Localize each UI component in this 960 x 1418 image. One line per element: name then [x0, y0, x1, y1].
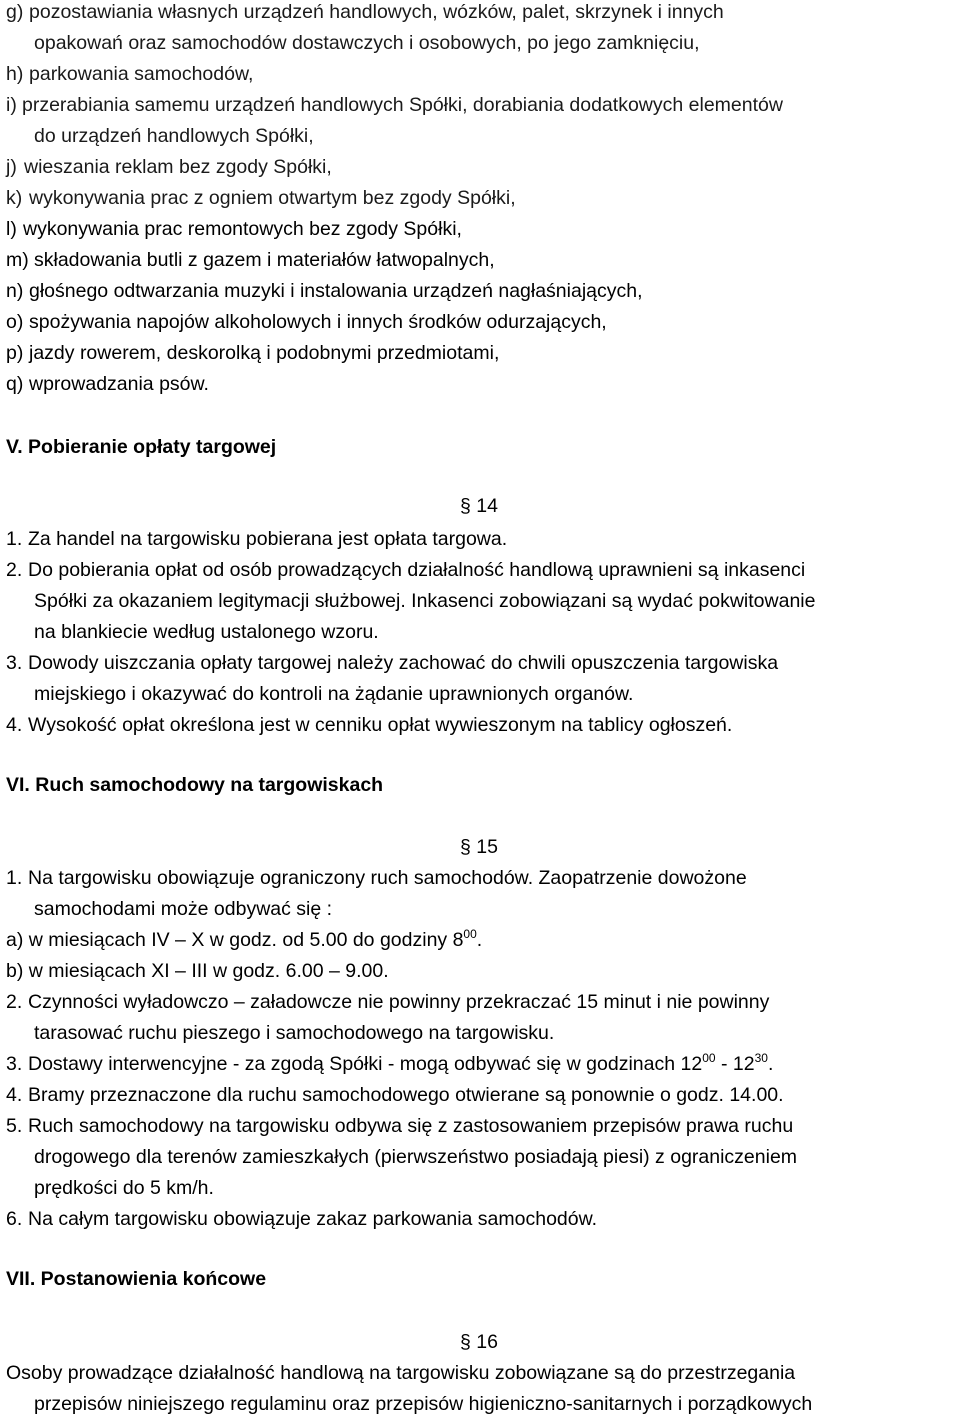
- list-item: 5. Ruch samochodowy na targowisku odbywa się z zastosowaniem przepisów prawa ruchu: [6, 1115, 794, 1137]
- list-item: h) parkowania samochodów,: [6, 63, 254, 85]
- list-item-continuation: tarasować ruchu pieszego i samochodowego na targowisku.: [34, 1022, 555, 1044]
- list-item: l) wykonywania prac remontowych bez zgody Spółki,: [6, 218, 462, 240]
- list-item: p) jazdy rowerem, deskorolką i podobnymi przedmiotami,: [6, 342, 500, 364]
- list-item: 1. Za handel na targowisku pobierana jest opłata targowa.: [6, 528, 508, 550]
- list-item: 6. Na całym targowisku obowiązuje zakaz parkowania samochodów.: [6, 1208, 598, 1230]
- list-item: 2. Do pobierania opłat od osób prowadzących działalność handlową uprawnieni są inkasenci: [6, 559, 806, 581]
- paragraph-text: przepisów niniejszego regulaminu oraz przepisów higieniczno-sanitarnych i porządkowych: [34, 1393, 813, 1415]
- paragraph-mark: § 16: [460, 1331, 498, 1353]
- paragraph-mark: § 15: [460, 836, 498, 858]
- section-heading: VI. Ruch samochodowy na targowiskach: [6, 774, 384, 796]
- schedule-line-a: a) w miesiącach IV – X w godz. od 5.00 do godziny $8^{00}$.: [6, 927, 483, 951]
- list-item: 3. Dostawy interwencyjne - za zgodą Spółki - mogą odbywać się w godzinach $12^{00} - 12^{30}$.: [6, 1051, 774, 1075]
- list-item: 4. Bramy przeznaczone dla ruchu samochodowego otwierane są ponownie o godz. 14.00.: [6, 1084, 784, 1106]
- schedule-line-b: b) w miesiącach XI – III w godz. 6.00 – 9.00.: [6, 960, 389, 982]
- list-item: 1. Na targowisku obowiązuje ograniczony ruch samochodów. Zaopatrzenie dowożone: [6, 867, 747, 889]
- list-item-continuation: na blankiecie według ustalonego wzoru.: [34, 621, 379, 643]
- list-item: k) wykonywania prac z ogniem otwartym bez zgody Spółki,: [6, 187, 516, 209]
- list-item: o) spożywania napojów alkoholowych i innych środków odurzających,: [6, 311, 607, 333]
- list-item: q) wprowadzania psów.: [6, 373, 209, 395]
- list-item-continuation: do urządzeń handlowych Spółki,: [34, 125, 314, 147]
- list-item-continuation: Spółki za okazaniem legitymacji służbowej. Inkasenci zobowiązani są wydać pokwitowanie: [34, 590, 816, 612]
- list-item: 4. Wysokość opłat określona jest w cenniku opłat wywieszonym na tablicy ogłoszeń.: [6, 714, 733, 736]
- list-item: g) pozostawiania własnych urządzeń handlowych, wózków, palet, skrzynek i innych: [6, 1, 724, 23]
- list-item: 2. Czynności wyładowczo – załadowcze nie powinny przekraczać 15 minut i nie powinny: [6, 991, 770, 1013]
- list-item: m) składowania butli z gazem i materiałów łatwopalnych,: [6, 249, 495, 271]
- list-item-continuation: samochodami może odbywać się :: [34, 898, 333, 920]
- section-heading: V. Pobieranie opłaty targowej: [6, 436, 277, 458]
- list-item: 3. Dowody uiszczania opłaty targowej należy zachować do chwili opuszczenia targowiska: [6, 652, 779, 674]
- list-item-continuation: drogowego dla terenów zamieszkałych (pierwszeństwo posiadają piesi) z ograniczeniem: [34, 1146, 798, 1168]
- list-item: n) głośnego odtwarzania muzyki i instalowania urządzeń nagłaśniających,: [6, 280, 643, 302]
- paragraph-mark: § 14: [460, 495, 498, 517]
- paragraph-text: Osoby prowadzące działalność handlową na targowisku zobowiązane są do przestrzegania: [6, 1362, 796, 1384]
- list-item-continuation: miejskiego i okazywać do kontroli na żądanie uprawnionych organów.: [34, 683, 634, 705]
- list-item: j) wieszania reklam bez zgody Spółki,: [6, 156, 332, 178]
- list-item-continuation: prędkości do 5 km/h.: [34, 1177, 214, 1199]
- list-item: i) przerabiania samemu urządzeń handlowych Spółki, dorabiania dodatkowych elementów: [6, 94, 783, 116]
- list-item-continuation: opakowań oraz samochodów dostawczych i osobowych, po jego zamknięciu,: [34, 32, 700, 54]
- section-heading: VII. Postanowienia końcowe: [6, 1268, 267, 1290]
